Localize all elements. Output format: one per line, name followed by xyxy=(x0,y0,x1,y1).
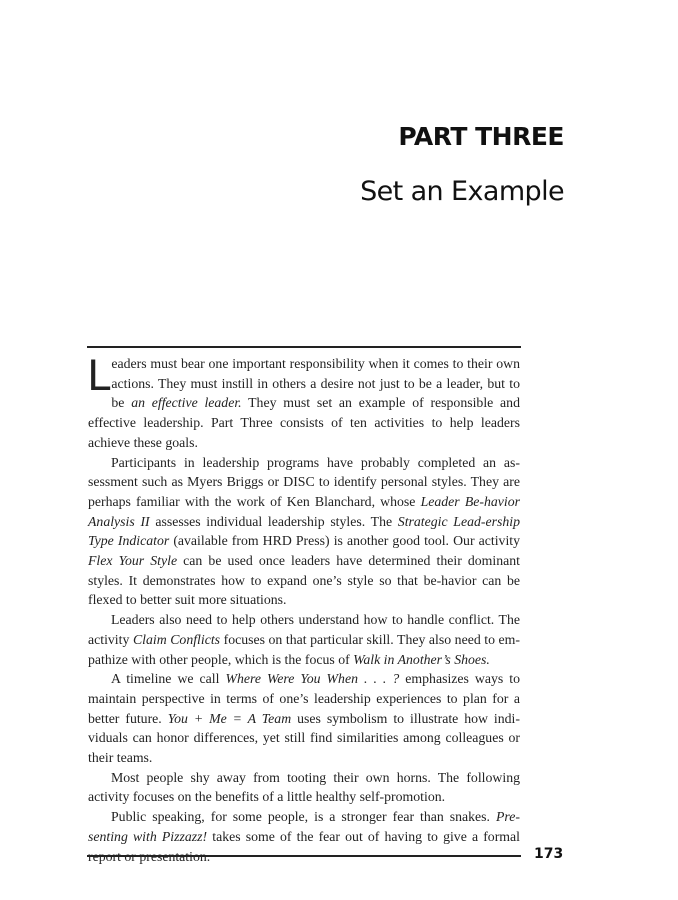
paragraph-6-text: Public speaking, for some people, is a stronger fear than snakes. xyxy=(111,809,496,825)
paragraph-3-text-2: focuses on that particular skill. They also need to em-pathize with other people, which is the focus of xyxy=(88,631,521,667)
paragraph-2-text: Participants in leadership programs have probably completed an as-sessment such as Myers Briggs or DISC to identify personal styles. They are perhaps familiar with the work of Ken Blanchard, whose xyxy=(88,454,520,509)
part-title: Set an Example xyxy=(360,176,564,207)
title-claim-conflicts: Claim Conflicts xyxy=(132,631,221,647)
title-flex-your-style: Flex Your Style xyxy=(88,553,178,569)
paragraph-3-text: Leaders also need to help others understand how to handle conflict. The activity xyxy=(88,612,520,647)
paragraph-1-emphasis: an effective leader. xyxy=(131,395,242,411)
paragraph-4-text-3: uses symbolism to illustrate how indi-viduals can honor differences, yet still find similarities among colleagues or their teams. xyxy=(88,710,520,766)
title-walk-in-anothers-shoes: Walk in Another’s Shoes. xyxy=(353,651,490,667)
body-text xyxy=(87,351,521,866)
paragraph-3 xyxy=(88,610,520,669)
title-where-were-you-when: Where Were You When . . . ? xyxy=(225,671,400,687)
drop-cap: L xyxy=(87,351,111,400)
page-number: 173 xyxy=(534,846,564,862)
title-strategic-leadership-indicator: Strategic Lead-ership Type Indicator xyxy=(88,513,520,549)
paragraph-1-text-2: They must set an example of responsible and effective leadership. Part Three consists of ten activities to help leaders achieve these goals. xyxy=(88,395,520,450)
title-you-me-a-team: You + Me = A Team xyxy=(167,710,292,726)
paragraph-4-text-2: emphasizes ways to maintain perspective in terms of one’s leadership experiences to plan for a better future. xyxy=(88,671,521,726)
title-presenting-with-pizzazz: Pre-senting with Pizzazz! xyxy=(88,809,520,844)
part-label: PART THREE xyxy=(398,122,564,151)
paragraph-1-text: eaders must bear one important responsibility when it comes to their own actions. They must instill in others a desire not just to be a leader, but to be xyxy=(111,356,520,411)
paragraph-1 xyxy=(87,351,520,453)
paragraph-2 xyxy=(88,453,520,611)
paragraph-2-text-2: assesses individual leadership styles. The xyxy=(149,513,398,529)
paragraph-6 xyxy=(88,807,520,866)
bottom-rule xyxy=(87,855,521,857)
paragraph-4-text: A timeline we call xyxy=(111,671,226,687)
top-rule xyxy=(87,346,521,348)
paragraph-2-text-3: (available from HRD Press) is another good tool. Our activity xyxy=(169,533,521,549)
title-leader-behavior-analysis: Leader Be-havior Analysis II xyxy=(88,493,520,529)
paragraph-6-text-2: takes some of the fear out of having to give a formal report or presentation. xyxy=(88,828,520,864)
paragraph-4 xyxy=(88,669,520,768)
paragraph-5: Most people shy away from tooting their own horns. The following activity focuses on the benefits of a little healthy self-promotion. xyxy=(88,769,520,805)
paragraph-2-text-4: can be used once leaders have determined their dominant styles. It demonstrates how to expand one’s style so that be-havior can be flexed to better suit more situations. xyxy=(88,553,520,608)
